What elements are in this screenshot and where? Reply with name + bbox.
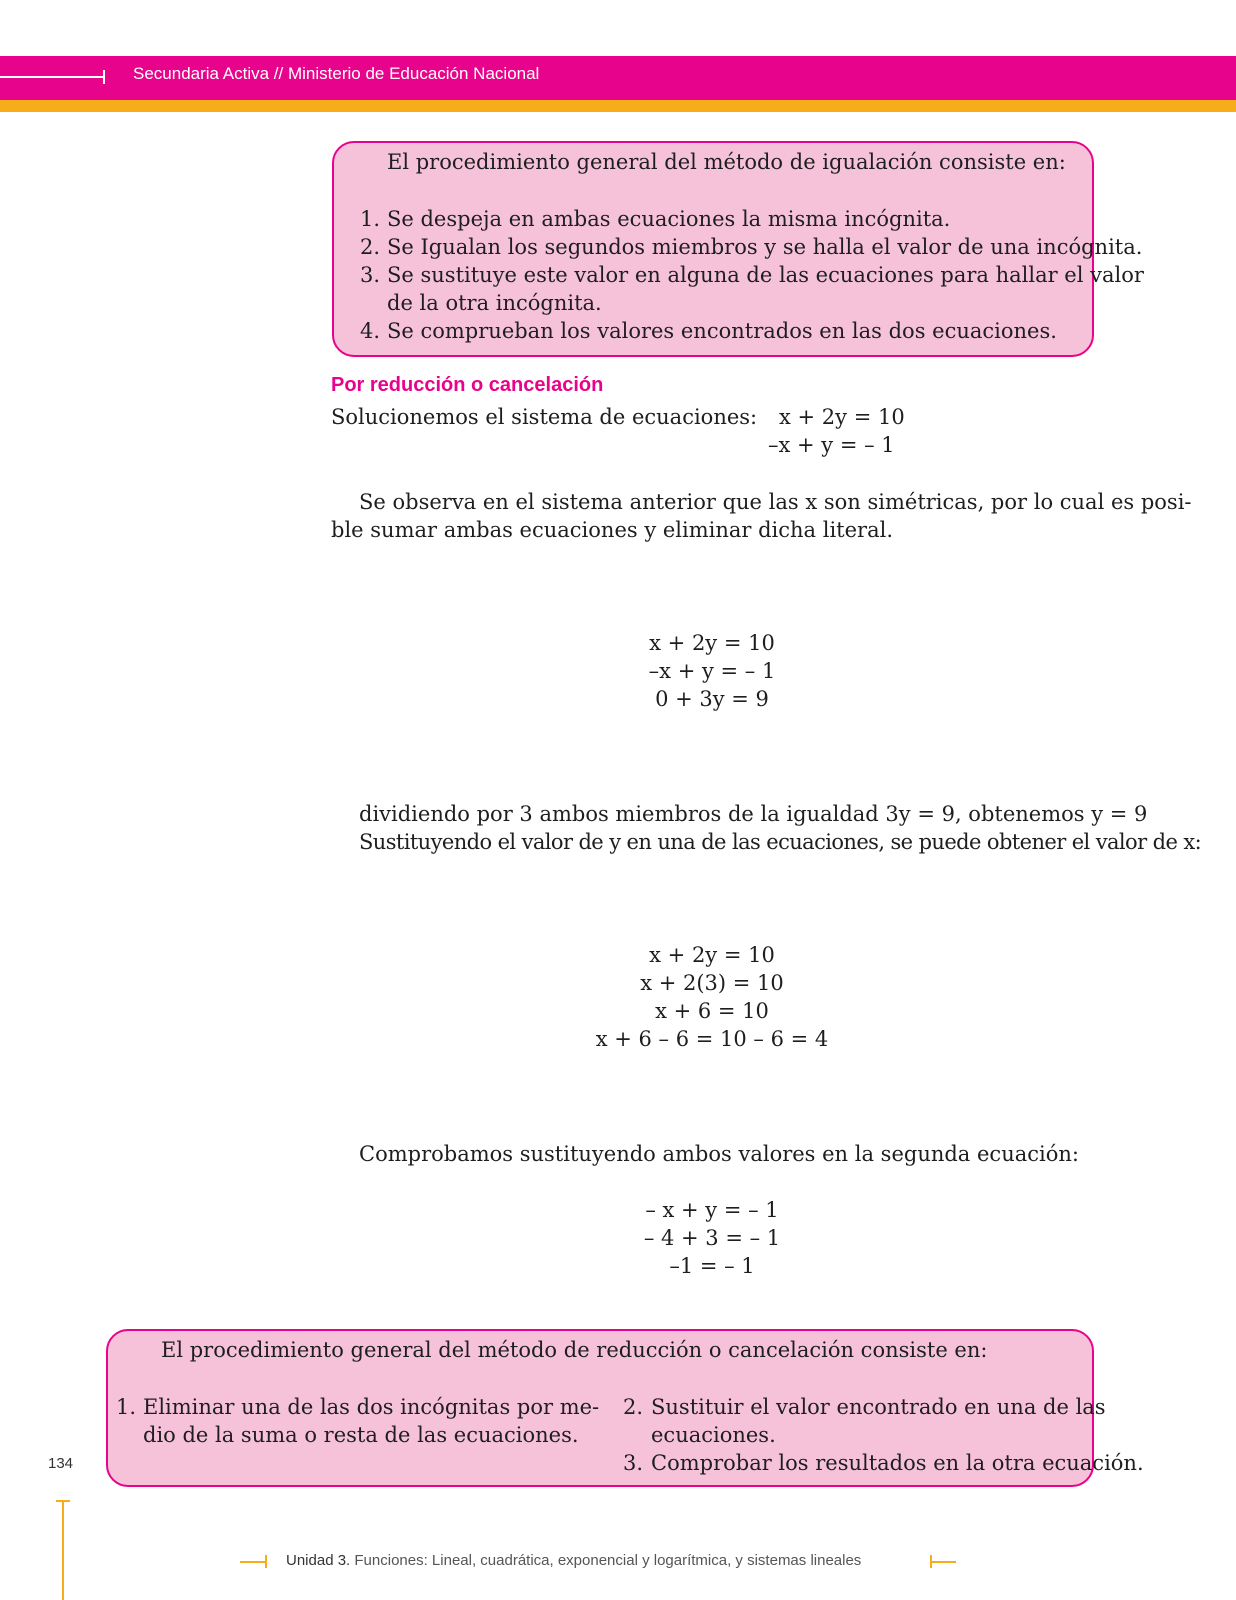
box2-item-number: 3. [622,1451,643,1475]
footer-rule-right [930,1561,956,1563]
equation-line: – 4 + 3 = – 1 [643,1226,781,1250]
header-rule-tick [103,70,105,84]
header-accent-stripe [0,100,1236,112]
equation-line: x + 2y = 10 [649,631,775,655]
header-rule [0,76,104,78]
section-intro: Solucionemos el sistema de ecuaciones: [331,405,758,429]
paragraph: Comprobamos sustituyendo ambos valores en la segunda ecuación: [359,1142,1079,1166]
box1-intro: El procedimiento general del método de igualación consiste en: [387,150,1066,174]
box2-item-number: 1. [115,1395,136,1419]
system-equation: x + 2y = 10 [779,405,905,429]
box1-item-text: Se sustituye este valor en alguna de las ecuaciones para hallar el valor [387,263,1144,287]
paragraph: dividiendo por 3 ambos miembros de la igualdad 3y = 9, obtenemos y = 9 [359,802,1148,826]
box1-item-text: Se comprueban los valores encontrados en las dos ecuaciones. [387,319,1057,343]
system-equation: –x + y = – 1 [768,433,895,457]
box1-item-number: 1. [359,207,380,231]
footer-rule-left-tick [265,1555,267,1568]
equation-line: x + 6 – 6 = 10 – 6 = 4 [595,1027,829,1051]
box2-item-text: ecuaciones. [651,1423,776,1447]
box1-item-number: 2. [359,235,380,259]
box2-intro: El procedimiento general del método de reducción o cancelación consiste en: [161,1338,988,1362]
paragraph: Sustituyendo el valor de y en una de las ecuaciones, se puede obtener el valor de x: [359,830,1202,854]
equation-line: 0 + 3y = 9 [655,687,769,711]
margin-rule [62,1500,64,1600]
paragraph: ble sumar ambas ecuaciones y eliminar dicha literal. [331,518,893,542]
box2-item-text: dio de la suma o resta de las ecuaciones. [143,1423,579,1447]
footer-unit: Unidad 3. [286,1552,351,1569]
box1-item-number: 3. [359,263,380,287]
section-heading: Por reducción o cancelación [331,374,604,396]
footer-rule-left [240,1561,266,1563]
equation-line: – x + y = – 1 [645,1198,779,1222]
box2-item-number: 2. [622,1395,643,1419]
box2-item-text: Eliminar una de las dos incógnitas por me- [143,1395,600,1419]
paragraph: Se observa en el sistema anterior que las x son simétricas, por lo cual es posi- [359,490,1192,514]
equation-line: –x + y = – 1 [648,659,776,683]
equation-line: x + 6 = 10 [655,999,769,1023]
equation-line: –1 = – 1 [669,1254,755,1278]
equation-line: x + 2(3) = 10 [640,971,784,995]
box1-item-number: 4. [359,319,380,343]
header-title: Secundaria Activa // Ministerio de Educación Nacional [133,64,540,83]
equation-line: x + 2y = 10 [649,943,775,967]
box2-item-text: Sustituir el valor encontrado en una de las [651,1395,1106,1419]
box2-item-text: Comprobar los resultados en la otra ecuación. [651,1451,1144,1475]
footer-title: Funciones: Lineal, cuadrática, exponencial y logarítmica, y sistemas lineales [350,1552,862,1569]
box1-item-text: Se despeja en ambas ecuaciones la misma incógnita. [387,207,951,231]
page-number: 134 [48,1455,74,1472]
box1-item-text: Se Igualan los segundos miembros y se halla el valor de una incógnita. [387,235,1143,259]
box1-item-text: de la otra incógnita. [387,291,602,315]
footer-text [286,1552,861,1569]
